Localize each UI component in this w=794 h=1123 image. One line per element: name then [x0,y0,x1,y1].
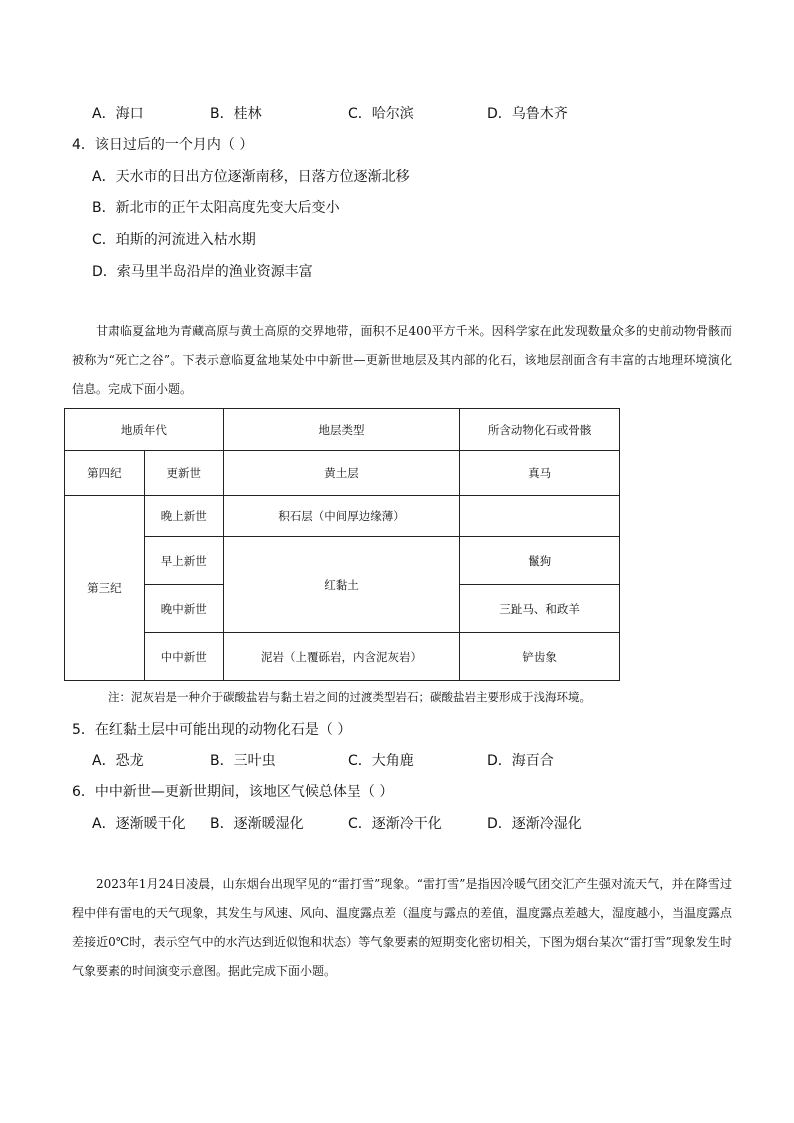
table-row [65,451,620,496]
q3-option-b: B．桂林 [210,106,262,122]
passage-linxia-basin: 甘肃临夏盆地为青藏高原与黄土高原的交界地带，面积不足400平方千米。因科学家在此发现数量众多的史前动物骨骸而被称为“死亡之谷”。下表示意临夏盆地某处中中新世—更新世地层及其内部的化石，该地层剖面含有丰富的古地理环境演化信息。完成下面小题。 [72,324,732,396]
era-cell: 第三纪 [65,496,145,681]
q6-option-d: D．逐渐冷湿化 [487,816,582,832]
header-strata-type: 地层类型 [223,409,460,451]
table-note: 注：泥灰岩是一种介于碳酸盐岩与黏土岩之间的过渡类型岩石；碳酸盐岩主要形成于浅海环境。 [108,690,591,704]
epoch-cell: 中中新世 [144,633,223,681]
epoch-cell: 晚上新世 [144,496,223,537]
q6-option-b: B．逐渐暖湿化 [210,816,304,832]
q3-option-d: D．乌鲁木齐 [487,106,568,122]
fossil-cell: 铲齿象 [460,633,620,681]
q6-option-c: C．逐渐冷干化 [348,816,442,832]
fossil-cell [460,496,620,537]
q3-option-c: C．哈尔滨 [348,106,414,122]
header-geologic-age: 地质年代 [65,409,224,451]
epoch-cell: 更新世 [144,451,223,496]
q4-option-d: D．索马里半岛沿岸的渔业资源丰富 [92,264,313,280]
strata-cell: 黄土层 [223,451,460,496]
strata-cell: 红黏土 [223,537,460,633]
q5-option-a: A．恐龙 [92,753,144,769]
q5-option-d: D．海百合 [487,753,554,769]
q6-stem: 6．中中新世—更新世期间，该地区气候总体呈（ ） [72,784,394,800]
q3-option-a: A．海口 [92,106,144,122]
table-row [65,633,620,681]
table-row [65,537,620,585]
strata-table [64,408,620,681]
fossil-cell: 鬣狗 [460,537,620,585]
q4-stem: 4．该日过后的一个月内（ ） [72,137,254,153]
fossil-cell: 真马 [460,451,620,496]
era-cell: 第四纪 [65,451,145,496]
q5-option-c: C．大角鹿 [348,753,414,769]
q4-option-a: A．天水市的日出方位逐渐南移，日落方位逐渐北移 [92,169,410,185]
q5-option-b: B．三叶虫 [210,753,276,769]
q4-option-b: B．新北市的正午太阳高度先变大后变小 [92,200,340,216]
epoch-cell: 晚中新世 [144,585,223,633]
q4-option-c: C．珀斯的河流进入枯水期 [92,232,256,248]
table-header-row [65,409,620,451]
header-fossils: 所含动物化石或骨骸 [460,409,620,451]
passage-thundersnow: 2023年1月24日凌晨，山东烟台出现罕见的“雷打雪”现象。“雷打雪”是指因冷暖气团交汇产生强对流天气，并在降雪过程中伴有雷电的天气现象，其发生与风速、风向、温度露点差（温度与露点的差值，温度露点差越大，湿度越小，当温度露点差接近0℃时，表示空气中的水汽达到近似饱和状态）等气象要素的短期变化密切相关，下图为烟台某次“雷打雪”现象发生时气象要素的时间演变示意图。据此完成下面小题。 [72,877,733,978]
q5-stem: 5．在红黏土层中可能出现的动物化石是（ ） [72,722,352,738]
table-row [65,496,620,537]
q6-option-a: A．逐渐暖干化 [92,816,186,832]
strata-cell: 积石层（中间厚边缘薄） [223,496,460,537]
strata-cell: 泥岩（上覆砾岩，内含泥灰岩） [223,633,460,681]
epoch-cell: 早上新世 [144,537,223,585]
fossil-cell: 三趾马、和政羊 [460,585,620,633]
